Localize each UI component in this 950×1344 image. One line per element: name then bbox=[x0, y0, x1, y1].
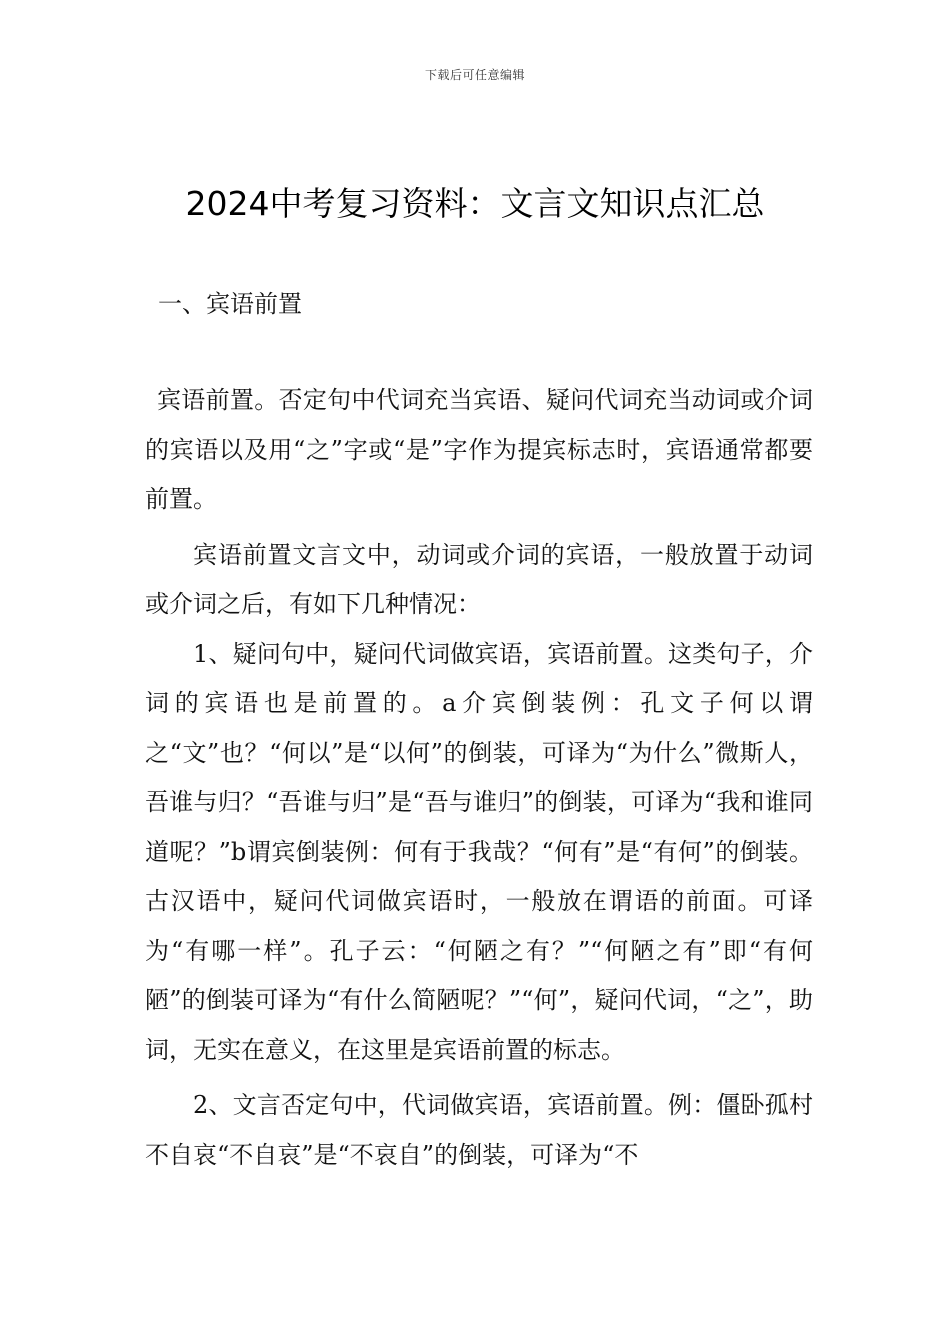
paragraph-overview: 宾语前置文言文中，动词或介词的宾语，一般放置于动词或介词之后，有如下几种情况： bbox=[145, 540, 813, 618]
header-note: 下载后可任意编辑 bbox=[424, 68, 525, 82]
body-text bbox=[145, 376, 813, 1180]
paragraph-intro: 宾语前置。否定句中代词充当宾语、疑问代词充当动词或介词的宾语以及用“之”字或“是”字作为提宾标志时，宾语通常都要前置。 bbox=[145, 386, 813, 513]
paragraph-point-1: 1、疑问句中，疑问代词做宾语，宾语前置。这类句子，介词的宾语也是前置的。a介宾倒装例：孔文子何以谓之“文”也？“何以”是“以何”的倒装，可译为“为什么”微斯人，吾谁与归？“吾谁与归”是“吾与谁归”的倒装，可译为“我和谁同道呢？”b谓宾倒装例：何有于我哉？“何有”是“有何”的倒装。古汉语中，疑问代词做宾语时，一般放在谓语的前面。可译为“有哪一样”。孔子云：“何陋之有？”“何陋之有”即“有何陋”的倒装可译为“有什么简陋呢？”“何”，疑问代词，“之”，助词，无实在意义，在这里是宾语前置的标志。 bbox=[145, 639, 813, 1064]
paragraph-point-2: 2、文言否定句中，代词做宾语，宾语前置。例：僵卧孤村不自哀“不自哀”是“不哀自”的倒装，可译为“不 bbox=[145, 1091, 813, 1169]
document-title: 2024中考复习资料：文言文知识点汇总 bbox=[185, 184, 765, 223]
section-heading: 一、宾语前置 bbox=[158, 290, 302, 318]
